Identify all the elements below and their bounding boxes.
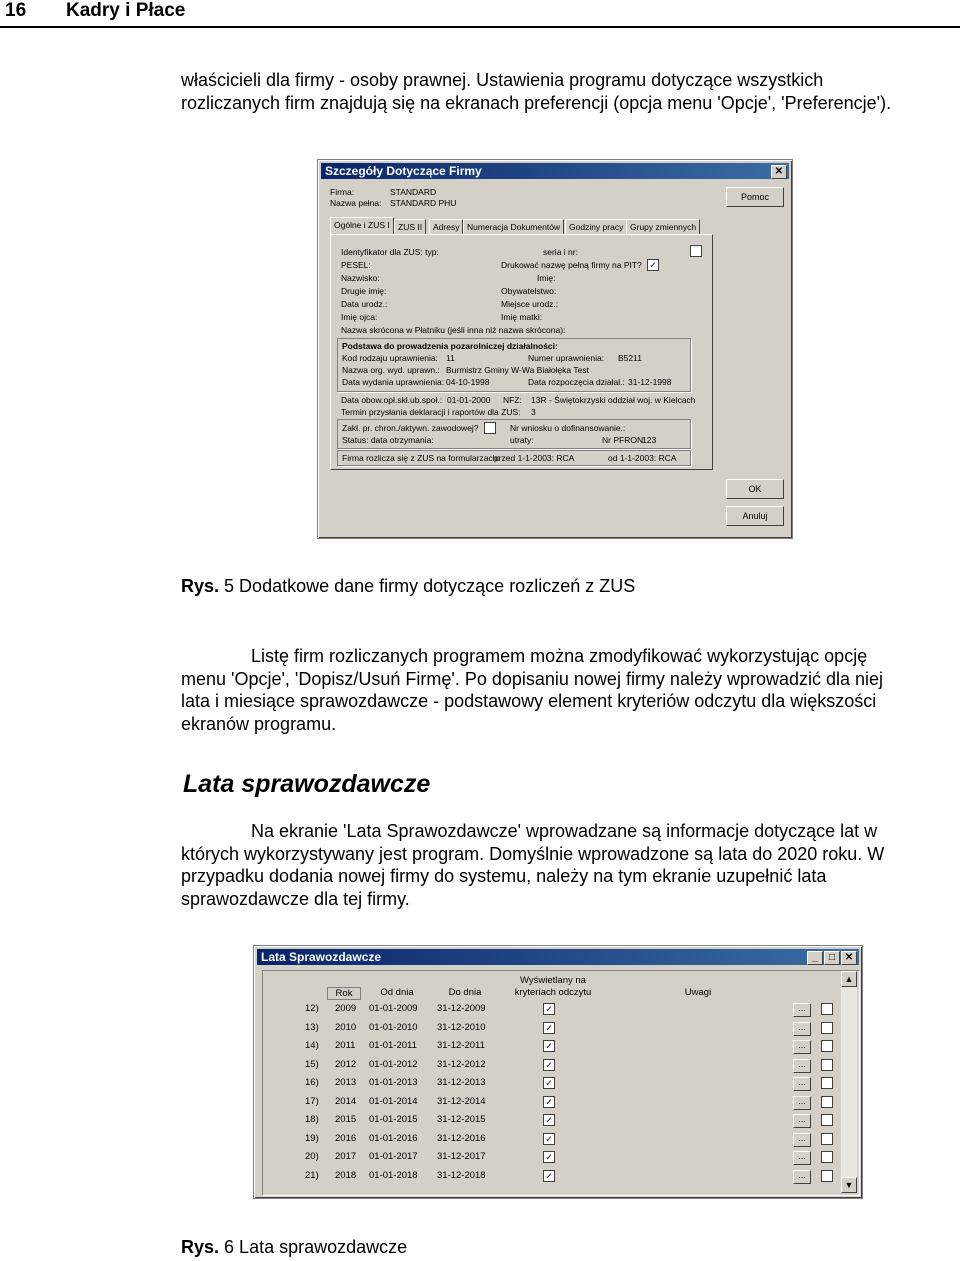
row-year: 2010 — [335, 1021, 357, 1033]
row-year: 2014 — [335, 1095, 357, 1107]
vertical-scrollbar[interactable] — [841, 971, 857, 1193]
row-index: 18) — [305, 1114, 319, 1125]
row-notes-button[interactable]: ... — [793, 1151, 811, 1165]
row-checkbox[interactable] — [821, 1059, 833, 1071]
row-from-date: 01-01-2016 — [369, 1132, 418, 1144]
tab-addresses[interactable]: Adresy — [429, 219, 463, 234]
status-label: Status: data otrzymania: — [342, 435, 434, 445]
company-details-dialog — [317, 159, 793, 539]
drugie-imie-label: Drugie imię: — [341, 286, 387, 296]
row-display-checkbox[interactable]: ✓ — [543, 1003, 555, 1015]
figure-caption — [181, 576, 635, 597]
row-to-date: 31-12-2011 — [437, 1040, 485, 1051]
nazwa-label: Nazwa pełna: — [330, 198, 382, 208]
row-to-date: 31-12-2015 — [437, 1114, 486, 1125]
kod-label: Kod rodzaju uprawnienia: — [342, 353, 438, 363]
row-notes-button[interactable]: ... — [793, 1022, 811, 1036]
row-checkbox[interactable] — [821, 1114, 833, 1126]
column-header-uwagi: Uwagi — [684, 987, 712, 998]
row-display-checkbox[interactable]: ✓ — [543, 1170, 555, 1182]
miejsce-urodz-label: Miejsce urodz.: — [501, 299, 559, 309]
imie-ojca-label: Imię ojca: — [341, 312, 378, 322]
numer-value: B5211 — [618, 353, 642, 363]
data-urodz-label: Data urodz.: — [341, 299, 388, 309]
row-display-checkbox[interactable]: ✓ — [543, 1114, 555, 1126]
row-from-date: 01-01-2018 — [369, 1169, 418, 1181]
data-rozp-value: 31-12-1998 — [628, 377, 672, 387]
row-from-date: 01-01-2014 — [369, 1095, 418, 1107]
minimize-icon[interactable]: _ — [807, 951, 823, 965]
nazwisko-label: Nazwisko: — [341, 273, 380, 283]
termin-label: Termin przysłania deklaracji i raportów dla ZUS: — [341, 407, 521, 417]
row-checkbox[interactable] — [821, 1022, 833, 1034]
firma-label: Firma: — [330, 187, 355, 197]
row-year: 2018 — [335, 1169, 357, 1181]
dialog-title: Lata Sprawozdawcze — [261, 950, 382, 964]
table-row[interactable] — [263, 1057, 843, 1075]
reporting-years-dialog — [253, 945, 863, 1199]
checkbox[interactable] — [690, 245, 702, 257]
row-to-date: 31-12-2016 — [437, 1132, 486, 1144]
row-year: 2011 — [335, 1040, 356, 1051]
wniosek-label: Nr wniosku o dofinansowanie.: — [510, 423, 626, 433]
kod-value: 11 — [446, 353, 455, 363]
numer-label: Numer uprawnienia: — [528, 353, 605, 363]
dialog-titlebar — [321, 163, 789, 179]
rozlicza-label: Firma rozlicza się z ZUS na formularzach: — [342, 453, 500, 463]
help-button[interactable]: Pomoc — [726, 187, 784, 207]
row-notes-button[interactable]: ... — [793, 1170, 811, 1184]
para-line: menu 'Opcje', 'Dopisz/Usuń Firmę'. Po dopisaniu nowej firmy należy wprowadzić dla niej — [181, 668, 884, 689]
row-display-checkbox[interactable]: ✓ — [543, 1077, 555, 1089]
scroll-up-icon[interactable]: ▲ — [841, 971, 857, 987]
intro-line: właścicieli dla firmy - osoby prawnej. Ustawienia programu dotyczące wszystkich — [181, 70, 824, 90]
organ-value: Burmistrz Gminy W-Wa Białołęka Test — [446, 365, 589, 375]
row-to-date: 31-12-2010 — [437, 1021, 486, 1033]
para-line: lata i miesiące sprawozdawcze - podstawowy element kryteriów odczytu dla większości — [181, 691, 877, 711]
row-index: 14) — [305, 1040, 319, 1051]
row-from-date: 01-01-2012 — [369, 1058, 418, 1070]
row-from-date: 01-01-2017 — [369, 1151, 418, 1162]
close-icon[interactable]: ✕ — [841, 951, 857, 965]
row-year: 2009 — [335, 1003, 357, 1014]
data-rozp-label: Data rozpoczęcia działal.: — [528, 377, 625, 387]
tab-panel — [330, 234, 713, 470]
table-row[interactable] — [263, 1075, 843, 1093]
row-index: 19) — [305, 1132, 319, 1144]
zakl-label: Zakł. pr. chron./aktywn. zawodowej? — [342, 423, 479, 433]
close-icon[interactable]: ✕ — [771, 165, 787, 179]
row-from-date: 01-01-2013 — [369, 1077, 418, 1088]
row-index: 21) — [305, 1169, 319, 1181]
cancel-button[interactable]: Anuluj — [726, 506, 784, 526]
pfron-value: 123 — [642, 435, 657, 445]
row-index: 15) — [305, 1058, 319, 1070]
row-display-checkbox[interactable]: ✓ — [543, 1059, 555, 1071]
business-basis-group — [337, 338, 691, 392]
row-from-date: 01-01-2011 — [369, 1040, 417, 1051]
firma-value: STANDARD — [390, 187, 437, 197]
row-display-checkbox[interactable]: ✓ — [543, 1151, 555, 1163]
row-checkbox[interactable] — [821, 1040, 833, 1052]
table-row[interactable] — [263, 1149, 843, 1167]
data-obow-value: 01-01-2000 — [447, 395, 491, 405]
row-index: 17) — [305, 1095, 319, 1107]
imie-label: Imię: — [537, 273, 556, 283]
zakl-checkbox[interactable] — [484, 422, 496, 434]
row-checkbox[interactable] — [821, 1003, 833, 1015]
para-line: których wykorzystywany jest program. Domyślnie wprowadzone są lata do 2020 roku. W — [181, 843, 885, 864]
row-checkbox[interactable] — [821, 1077, 833, 1089]
organ-label: Nazwa org. wyd. uprawn.: — [342, 365, 440, 375]
page-header-title: Kadry i Płace — [66, 0, 186, 21]
maximize-icon[interactable]: □ — [824, 951, 840, 965]
row-notes-button[interactable]: ... — [793, 1114, 811, 1128]
row-display-checkbox[interactable]: ✓ — [543, 1022, 555, 1034]
row-checkbox[interactable] — [821, 1151, 833, 1163]
seria-label: seria i nr: — [543, 247, 578, 257]
row-display-checkbox[interactable]: ✓ — [543, 1133, 555, 1145]
row-to-date: 31-12-2012 — [437, 1058, 486, 1070]
ok-button[interactable]: OK — [726, 479, 784, 499]
print-fullname-checkbox[interactable]: ✓ — [647, 259, 659, 271]
pfron-label: Nr PFRON: — [602, 435, 646, 445]
row-display-checkbox[interactable]: ✓ — [543, 1096, 555, 1108]
row-to-date: 31-12-2014 — [437, 1095, 486, 1107]
column-header-do: Do dnia — [448, 987, 482, 998]
body-paragraph — [181, 820, 941, 910]
nfz-label: NFZ: — [503, 395, 522, 405]
row-year: 2016 — [335, 1132, 357, 1144]
row-year: 2017 — [335, 1151, 357, 1162]
print-fullname-label: Drukować nazwę pełną firmy na PIT? — [501, 260, 642, 270]
years-grid — [262, 970, 860, 1196]
caption-prefix: Rys. — [181, 576, 220, 596]
tab-variable-groups[interactable]: Grupy zmiennych — [626, 219, 700, 234]
nfz-value: 13R - Świętokrzyski oddział woj. w Kielcach — [531, 395, 696, 405]
imie-matki-label: Imię matki: — [501, 312, 543, 322]
row-to-date: 31-12-2018 — [437, 1169, 486, 1181]
row-from-date: 01-01-2009 — [369, 1003, 418, 1014]
group-title: Podstawa do prowadzenia pozarolniczej działalności: — [342, 341, 558, 351]
body-paragraph — [181, 645, 941, 735]
years-rows — [263, 1001, 843, 1191]
row-notes-button[interactable]: ... — [793, 1133, 811, 1147]
identyfikator-label: Identyfikator dla ZUS: typ: — [341, 247, 439, 257]
row-notes-button[interactable]: ... — [793, 1040, 811, 1054]
section-title: Lata sprawozdawcze — [183, 770, 431, 798]
intro-line: rozliczanych firm znajdują się na ekranach preferencji (opcja menu 'Opcje', 'Preferencje'). — [181, 92, 892, 113]
nazwa-skrocona-label: Nazwa skrócona w Płatniku (jeśli inna niż nazwa skrócona): — [341, 325, 566, 335]
table-row[interactable] — [263, 1020, 843, 1038]
tab-working-hours[interactable]: Godziny pracy — [565, 219, 627, 234]
data-wyd-value: 04-10-1998 — [446, 377, 490, 387]
row-from-date: 01-01-2015 — [369, 1114, 418, 1125]
termin-value: 3 — [531, 407, 536, 417]
data-obow-label: Data obow.opł.skł.ub.społ.: — [341, 395, 443, 405]
tab-general-zus1[interactable]: Ogólne i ZUS I — [330, 217, 394, 234]
od-value: od 1-1-2003: RCA — [608, 453, 677, 463]
table-row[interactable] — [263, 1168, 843, 1186]
pesel-label: PESEL: — [341, 260, 371, 270]
row-notes-button[interactable]: ... — [793, 1059, 811, 1073]
nazwa-value: STANDARD PHU — [390, 198, 457, 208]
row-to-date: 31-12-2013 — [437, 1077, 486, 1088]
przed-value: przed 1-1-2003: RCA — [494, 453, 575, 463]
para-line: Na ekranie 'Lata Sprawozdawcze' wprowadzane są informacje dotyczące lat w — [251, 821, 878, 841]
row-year: 2013 — [335, 1077, 357, 1088]
column-header-wysw2: kryteriach odczytu — [514, 987, 592, 998]
row-checkbox[interactable] — [821, 1133, 833, 1145]
dialog-titlebar — [257, 949, 859, 965]
tab-strip — [330, 219, 720, 235]
table-row[interactable] — [263, 1131, 843, 1149]
row-checkbox[interactable] — [821, 1096, 833, 1108]
table-row[interactable] — [263, 1038, 843, 1056]
row-index: 12) — [305, 1003, 319, 1014]
header-rule — [0, 26, 960, 28]
caption-text: 5 Dodatkowe dane firmy dotyczące rozliczeń z ZUS — [224, 576, 636, 596]
table-row[interactable] — [263, 1094, 843, 1112]
row-index: 20) — [305, 1151, 319, 1162]
column-header-wysw1: Wyświetlany na — [520, 975, 586, 986]
tab-numbering[interactable]: Numeracja Dokumentów — [463, 219, 564, 234]
row-index: 16) — [305, 1077, 319, 1088]
obywatelstwo-label: Obywatelstwo: — [501, 286, 557, 296]
caption-text: 6 Lata sprawozdawcze — [224, 1237, 408, 1257]
row-notes-button[interactable]: ... — [793, 1096, 811, 1110]
column-header-od: Od dnia — [380, 987, 414, 998]
zus-forms-group — [337, 450, 691, 466]
protected-work-group — [337, 419, 691, 449]
para-line: sprawozdawcze dla tej firmy. — [181, 888, 410, 909]
row-index: 13) — [305, 1021, 319, 1033]
tab-zus2[interactable]: ZUS II — [394, 219, 426, 234]
row-display-checkbox[interactable]: ✓ — [543, 1040, 555, 1052]
row-year: 2015 — [335, 1114, 357, 1125]
page-header — [0, 0, 960, 26]
figure-caption — [181, 1237, 407, 1258]
row-notes-button[interactable]: ... — [793, 1077, 811, 1091]
row-year: 2012 — [335, 1058, 357, 1070]
para-line: ekranów programu. — [181, 713, 337, 734]
row-to-date: 31-12-2017 — [437, 1151, 486, 1162]
table-row[interactable] — [263, 1001, 843, 1019]
row-from-date: 01-01-2010 — [369, 1021, 418, 1033]
row-to-date: 31-12-2009 — [437, 1003, 486, 1014]
caption-prefix: Rys. — [181, 1237, 220, 1257]
column-header-rok[interactable]: Rok — [327, 987, 361, 1000]
scroll-down-icon[interactable]: ▼ — [841, 1177, 857, 1193]
intro-paragraph — [181, 69, 941, 114]
dialog-title: Szczegóły Dotyczące Firmy — [325, 164, 482, 178]
row-notes-button[interactable]: ... — [793, 1003, 811, 1017]
page-number: 16 — [5, 0, 27, 21]
para-line: przypadku dodania nowej firmy do systemu, należy na tym ekranie uzupełnić lata — [181, 866, 827, 886]
table-row[interactable] — [263, 1112, 843, 1130]
row-checkbox[interactable] — [821, 1170, 833, 1182]
para-line: Listę firm rozliczanych programem można zmodyfikować wykorzystując opcję — [251, 646, 868, 666]
data-wyd-label: Data wydania uprawnienia: — [342, 377, 445, 387]
utraty-label: utraty: — [510, 435, 534, 445]
